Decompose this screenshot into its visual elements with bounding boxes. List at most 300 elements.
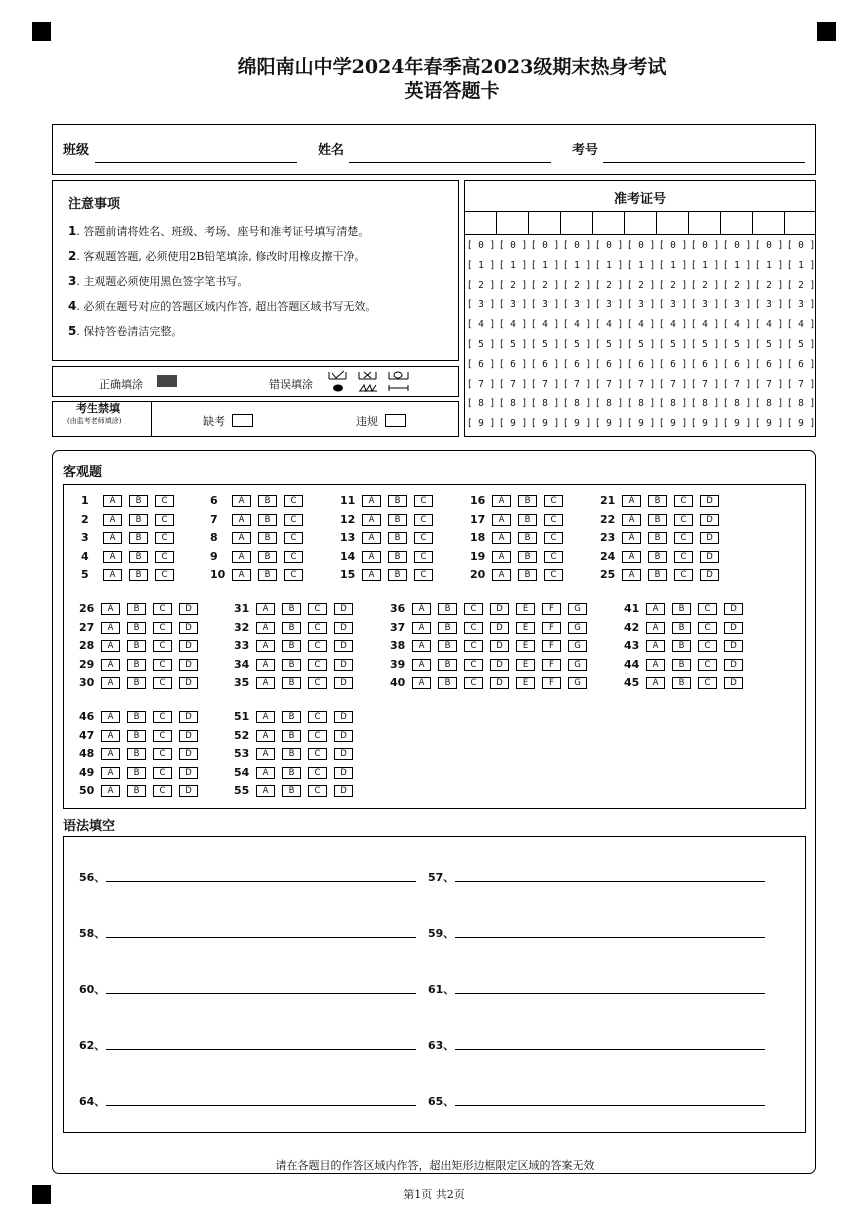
admission-digit-bubble[interactable]: [ 6 ] <box>754 358 784 370</box>
option-bubble[interactable]: D <box>334 640 353 652</box>
option-bubble[interactable]: A <box>101 711 120 723</box>
admission-digit-bubble[interactable]: [ 5 ] <box>754 339 784 350</box>
admission-digit-bubble[interactable]: [ 7 ] <box>658 378 688 390</box>
admission-write-cell[interactable] <box>497 212 529 234</box>
admission-digit-bubble[interactable]: [ 1 ] <box>722 259 752 271</box>
option-bubble[interactable]: C <box>308 659 327 671</box>
option-bubble[interactable]: B <box>127 640 146 652</box>
admission-digit-bubble[interactable]: [ 8 ] <box>626 398 656 410</box>
option-bubble[interactable]: C <box>464 659 483 671</box>
option-bubble[interactable]: F <box>542 659 561 671</box>
admission-digit-bubble[interactable]: [ 5 ] <box>530 339 560 350</box>
admission-digit-bubble[interactable]: [ 1 ] <box>690 259 720 271</box>
option-bubble[interactable]: A <box>622 514 641 526</box>
option-bubble[interactable]: B <box>127 603 146 615</box>
admission-digit-bubble[interactable]: [ 7 ] <box>754 378 784 390</box>
option-bubble[interactable]: A <box>412 659 431 671</box>
option-bubble[interactable]: B <box>129 532 148 544</box>
option-bubble[interactable]: B <box>388 495 407 507</box>
option-bubble[interactable]: B <box>282 603 301 615</box>
option-bubble[interactable]: B <box>388 532 407 544</box>
option-bubble[interactable]: C <box>153 730 172 742</box>
option-bubble[interactable]: C <box>308 711 327 723</box>
admission-digit-bubble[interactable]: [ 9 ] <box>466 418 496 430</box>
class-field[interactable] <box>95 162 297 163</box>
option-bubble[interactable]: B <box>129 514 148 526</box>
admission-write-cell[interactable] <box>529 212 561 234</box>
option-bubble[interactable]: B <box>648 514 667 526</box>
option-bubble[interactable]: B <box>282 767 301 779</box>
option-bubble[interactable]: A <box>103 551 122 563</box>
admission-digit-bubble[interactable]: [ 3 ] <box>786 299 816 311</box>
option-bubble[interactable]: C <box>674 569 693 581</box>
grammar-answer-line[interactable] <box>106 937 416 938</box>
option-bubble[interactable]: C <box>308 603 327 615</box>
option-bubble[interactable]: C <box>153 785 172 797</box>
admission-digit-bubble[interactable]: [ 7 ] <box>626 378 656 390</box>
option-bubble[interactable]: A <box>101 640 120 652</box>
option-bubble[interactable]: C <box>698 659 717 671</box>
option-bubble[interactable]: C <box>155 569 174 581</box>
admission-digit-bubble[interactable]: [ 6 ] <box>562 358 592 370</box>
option-bubble[interactable]: A <box>256 730 275 742</box>
option-bubble[interactable]: C <box>308 767 327 779</box>
option-bubble[interactable]: B <box>282 659 301 671</box>
admission-digit-bubble[interactable]: [ 5 ] <box>658 339 688 350</box>
admission-digit-bubble[interactable]: [ 0 ] <box>530 240 560 251</box>
admission-digit-bubble[interactable]: [ 3 ] <box>562 299 592 311</box>
admission-digit-bubble[interactable]: [ 6 ] <box>498 358 528 370</box>
admission-write-cell[interactable] <box>561 212 593 234</box>
admission-digit-bubble[interactable]: [ 7 ] <box>530 378 560 390</box>
grammar-answer-line[interactable] <box>106 881 416 882</box>
option-bubble[interactable]: D <box>490 677 509 689</box>
option-bubble[interactable]: C <box>544 495 563 507</box>
admission-digit-bubble[interactable]: [ 5 ] <box>690 339 720 350</box>
option-bubble[interactable]: G <box>568 659 587 671</box>
option-bubble[interactable]: B <box>282 622 301 634</box>
option-bubble[interactable]: B <box>672 677 691 689</box>
option-bubble[interactable]: B <box>282 677 301 689</box>
admission-digit-bubble[interactable]: [ 7 ] <box>722 378 752 390</box>
admission-digit-bubble[interactable]: [ 2 ] <box>530 279 560 291</box>
option-bubble[interactable]: C <box>698 640 717 652</box>
admission-digit-bubble[interactable]: [ 0 ] <box>658 240 688 251</box>
option-bubble[interactable]: C <box>464 603 483 615</box>
option-bubble[interactable]: B <box>127 785 146 797</box>
admission-write-cell[interactable] <box>689 212 721 234</box>
option-bubble[interactable]: A <box>256 659 275 671</box>
option-bubble[interactable]: A <box>492 495 511 507</box>
option-bubble[interactable]: E <box>516 659 535 671</box>
option-bubble[interactable]: C <box>414 532 433 544</box>
option-bubble[interactable]: D <box>179 767 198 779</box>
admission-digit-bubble[interactable]: [ 1 ] <box>626 259 656 271</box>
option-bubble[interactable]: B <box>127 677 146 689</box>
option-bubble[interactable]: A <box>256 622 275 634</box>
option-bubble[interactable]: B <box>648 532 667 544</box>
option-bubble[interactable]: B <box>672 622 691 634</box>
option-bubble[interactable]: B <box>518 495 537 507</box>
admission-digit-bubble[interactable]: [ 4 ] <box>754 319 784 331</box>
option-bubble[interactable]: B <box>282 640 301 652</box>
option-bubble[interactable]: A <box>256 640 275 652</box>
admission-digit-bubble[interactable]: [ 2 ] <box>562 279 592 291</box>
admission-digit-bubble[interactable]: [ 4 ] <box>466 319 496 331</box>
option-bubble[interactable]: B <box>518 514 537 526</box>
option-bubble[interactable]: A <box>646 659 665 671</box>
admission-write-cell[interactable] <box>465 212 497 234</box>
admission-digit-bubble[interactable]: [ 5 ] <box>786 339 816 350</box>
option-bubble[interactable]: A <box>492 569 511 581</box>
option-bubble[interactable]: D <box>334 730 353 742</box>
option-bubble[interactable]: C <box>284 551 303 563</box>
option-bubble[interactable]: B <box>438 622 457 634</box>
admission-digit-bubble[interactable]: [ 9 ] <box>722 418 752 430</box>
admission-digit-bubble[interactable]: [ 4 ] <box>530 319 560 331</box>
option-bubble[interactable]: B <box>388 551 407 563</box>
option-bubble[interactable]: A <box>646 622 665 634</box>
admission-digit-bubble[interactable]: [ 7 ] <box>562 378 592 390</box>
admission-digit-bubble[interactable]: [ 8 ] <box>562 398 592 410</box>
option-bubble[interactable]: C <box>308 640 327 652</box>
admission-digit-bubble[interactable]: [ 2 ] <box>498 279 528 291</box>
option-bubble[interactable]: G <box>568 677 587 689</box>
option-bubble[interactable]: A <box>622 569 641 581</box>
admission-digit-bubble[interactable]: [ 5 ] <box>722 339 752 350</box>
option-bubble[interactable]: D <box>490 603 509 615</box>
option-bubble[interactable]: D <box>179 622 198 634</box>
admission-digit-bubble[interactable]: [ 7 ] <box>594 378 624 390</box>
option-bubble[interactable]: B <box>282 748 301 760</box>
option-bubble[interactable]: F <box>542 677 561 689</box>
option-bubble[interactable]: B <box>127 659 146 671</box>
option-bubble[interactable]: D <box>179 748 198 760</box>
admission-digit-bubble[interactable]: [ 9 ] <box>690 418 720 430</box>
option-bubble[interactable]: G <box>568 603 587 615</box>
option-bubble[interactable]: D <box>700 532 719 544</box>
option-bubble[interactable]: B <box>258 514 277 526</box>
admission-digit-bubble[interactable]: [ 5 ] <box>562 339 592 350</box>
admission-digit-bubble[interactable]: [ 0 ] <box>498 240 528 251</box>
option-bubble[interactable]: G <box>568 622 587 634</box>
option-bubble[interactable]: E <box>516 603 535 615</box>
option-bubble[interactable]: B <box>127 767 146 779</box>
admission-digit-bubble[interactable]: [ 9 ] <box>530 418 560 430</box>
option-bubble[interactable]: C <box>153 659 172 671</box>
option-bubble[interactable]: D <box>334 785 353 797</box>
option-bubble[interactable]: A <box>101 677 120 689</box>
grammar-answer-line[interactable] <box>455 937 765 938</box>
option-bubble[interactable]: B <box>127 711 146 723</box>
option-bubble[interactable]: D <box>179 677 198 689</box>
admission-write-cell[interactable] <box>753 212 785 234</box>
option-bubble[interactable]: D <box>334 711 353 723</box>
option-bubble[interactable]: B <box>438 640 457 652</box>
option-bubble[interactable]: A <box>101 659 120 671</box>
option-bubble[interactable]: A <box>103 514 122 526</box>
option-bubble[interactable]: C <box>464 640 483 652</box>
admission-digit-bubble[interactable]: [ 4 ] <box>594 319 624 331</box>
option-bubble[interactable]: F <box>542 603 561 615</box>
option-bubble[interactable]: C <box>464 677 483 689</box>
option-bubble[interactable]: C <box>698 677 717 689</box>
option-bubble[interactable]: A <box>362 532 381 544</box>
option-bubble[interactable]: B <box>258 532 277 544</box>
admission-digit-bubble[interactable]: [ 5 ] <box>626 339 656 350</box>
option-bubble[interactable]: A <box>622 532 641 544</box>
admission-digit-bubble[interactable]: [ 6 ] <box>626 358 656 370</box>
option-bubble[interactable]: C <box>414 495 433 507</box>
option-bubble[interactable]: D <box>700 551 719 563</box>
option-bubble[interactable]: D <box>724 603 743 615</box>
option-bubble[interactable]: B <box>129 551 148 563</box>
admission-digit-bubble[interactable]: [ 8 ] <box>786 398 816 410</box>
admission-digit-bubble[interactable]: [ 9 ] <box>498 418 528 430</box>
option-bubble[interactable]: A <box>492 532 511 544</box>
option-bubble[interactable]: B <box>388 514 407 526</box>
admission-digit-bubble[interactable]: [ 3 ] <box>690 299 720 311</box>
admission-digit-bubble[interactable]: [ 2 ] <box>594 279 624 291</box>
admission-digit-bubble[interactable]: [ 8 ] <box>754 398 784 410</box>
admission-digit-bubble[interactable]: [ 0 ] <box>786 240 816 251</box>
option-bubble[interactable]: A <box>101 767 120 779</box>
option-bubble[interactable]: D <box>724 640 743 652</box>
option-bubble[interactable]: D <box>724 622 743 634</box>
admission-digit-bubble[interactable]: [ 9 ] <box>754 418 784 430</box>
option-bubble[interactable]: A <box>256 785 275 797</box>
option-bubble[interactable]: B <box>648 495 667 507</box>
option-bubble[interactable]: C <box>153 640 172 652</box>
admission-digit-bubble[interactable]: [ 0 ] <box>594 240 624 251</box>
admission-digit-bubble[interactable]: [ 0 ] <box>690 240 720 251</box>
option-bubble[interactable]: D <box>334 603 353 615</box>
option-bubble[interactable]: B <box>438 677 457 689</box>
option-bubble[interactable]: D <box>700 569 719 581</box>
grammar-answer-line[interactable] <box>106 993 416 994</box>
option-bubble[interactable]: A <box>622 551 641 563</box>
option-bubble[interactable]: D <box>490 659 509 671</box>
option-bubble[interactable]: C <box>308 748 327 760</box>
option-bubble[interactable]: C <box>544 514 563 526</box>
admission-digit-bubble[interactable]: [ 0 ] <box>626 240 656 251</box>
option-bubble[interactable]: A <box>256 748 275 760</box>
option-bubble[interactable]: A <box>412 640 431 652</box>
option-bubble[interactable]: A <box>412 603 431 615</box>
admission-digit-bubble[interactable]: [ 1 ] <box>658 259 688 271</box>
option-bubble[interactable]: B <box>672 603 691 615</box>
admission-digit-bubble[interactable]: [ 8 ] <box>594 398 624 410</box>
option-bubble[interactable]: B <box>129 569 148 581</box>
admission-digit-bubble[interactable]: [ 7 ] <box>466 378 496 390</box>
option-bubble[interactable]: D <box>179 711 198 723</box>
option-bubble[interactable]: C <box>464 622 483 634</box>
admission-digit-bubble[interactable]: [ 3 ] <box>626 299 656 311</box>
option-bubble[interactable]: C <box>674 495 693 507</box>
option-bubble[interactable]: C <box>544 532 563 544</box>
admission-write-cell[interactable] <box>657 212 689 234</box>
option-bubble[interactable]: C <box>308 622 327 634</box>
option-bubble[interactable]: C <box>284 569 303 581</box>
admission-digit-bubble[interactable]: [ 1 ] <box>466 259 496 271</box>
option-bubble[interactable]: B <box>672 659 691 671</box>
option-bubble[interactable]: B <box>258 569 277 581</box>
option-bubble[interactable]: D <box>179 603 198 615</box>
admission-digit-bubble[interactable]: [ 2 ] <box>754 279 784 291</box>
option-bubble[interactable]: A <box>101 785 120 797</box>
option-bubble[interactable]: C <box>544 569 563 581</box>
option-bubble[interactable]: B <box>388 569 407 581</box>
option-bubble[interactable]: C <box>155 551 174 563</box>
admission-write-cell[interactable] <box>593 212 625 234</box>
option-bubble[interactable]: C <box>155 495 174 507</box>
grammar-answer-line[interactable] <box>455 1049 765 1050</box>
option-bubble[interactable]: B <box>258 495 277 507</box>
option-bubble[interactable]: F <box>542 622 561 634</box>
admission-digit-bubble[interactable]: [ 2 ] <box>626 279 656 291</box>
admission-digit-bubble[interactable]: [ 4 ] <box>786 319 816 331</box>
option-bubble[interactable]: A <box>232 514 251 526</box>
option-bubble[interactable]: C <box>153 677 172 689</box>
option-bubble[interactable]: B <box>518 569 537 581</box>
admission-digit-bubble[interactable]: [ 4 ] <box>626 319 656 331</box>
absent-checkbox[interactable] <box>232 414 253 427</box>
admission-write-cell[interactable] <box>785 212 817 234</box>
option-bubble[interactable]: A <box>103 569 122 581</box>
option-bubble[interactable]: B <box>672 640 691 652</box>
option-bubble[interactable]: A <box>101 730 120 742</box>
exam-no-field[interactable] <box>603 162 805 163</box>
option-bubble[interactable]: B <box>438 603 457 615</box>
option-bubble[interactable]: A <box>646 603 665 615</box>
option-bubble[interactable]: A <box>362 495 381 507</box>
admission-digit-bubble[interactable]: [ 7 ] <box>498 378 528 390</box>
option-bubble[interactable]: B <box>648 569 667 581</box>
admission-digit-bubble[interactable]: [ 3 ] <box>466 299 496 311</box>
option-bubble[interactable]: D <box>334 659 353 671</box>
admission-digit-bubble[interactable]: [ 1 ] <box>594 259 624 271</box>
option-bubble[interactable]: A <box>362 569 381 581</box>
option-bubble[interactable]: A <box>232 495 251 507</box>
option-bubble[interactable]: A <box>103 495 122 507</box>
option-bubble[interactable]: C <box>674 514 693 526</box>
option-bubble[interactable]: D <box>334 622 353 634</box>
option-bubble[interactable]: D <box>334 677 353 689</box>
admission-digit-bubble[interactable]: [ 9 ] <box>594 418 624 430</box>
admission-digit-bubble[interactable]: [ 6 ] <box>690 358 720 370</box>
option-bubble[interactable]: A <box>412 677 431 689</box>
admission-digit-bubble[interactable]: [ 8 ] <box>498 398 528 410</box>
option-bubble[interactable]: E <box>516 640 535 652</box>
admission-digit-bubble[interactable]: [ 6 ] <box>786 358 816 370</box>
option-bubble[interactable]: C <box>153 711 172 723</box>
admission-digit-bubble[interactable]: [ 6 ] <box>658 358 688 370</box>
grammar-answer-line[interactable] <box>106 1105 416 1106</box>
option-bubble[interactable]: D <box>179 640 198 652</box>
option-bubble[interactable]: C <box>414 551 433 563</box>
option-bubble[interactable]: B <box>518 551 537 563</box>
violation-checkbox[interactable] <box>385 414 406 427</box>
option-bubble[interactable]: A <box>103 532 122 544</box>
admission-digit-bubble[interactable]: [ 2 ] <box>690 279 720 291</box>
admission-digit-bubble[interactable]: [ 0 ] <box>722 240 752 251</box>
option-bubble[interactable]: C <box>284 532 303 544</box>
option-bubble[interactable]: C <box>414 569 433 581</box>
option-bubble[interactable]: D <box>490 622 509 634</box>
grammar-answer-line[interactable] <box>455 993 765 994</box>
option-bubble[interactable]: A <box>256 677 275 689</box>
option-bubble[interactable]: C <box>674 532 693 544</box>
admission-digit-bubble[interactable]: [ 8 ] <box>466 398 496 410</box>
admission-digit-bubble[interactable]: [ 3 ] <box>722 299 752 311</box>
admission-digit-bubble[interactable]: [ 3 ] <box>658 299 688 311</box>
option-bubble[interactable]: G <box>568 640 587 652</box>
option-bubble[interactable]: C <box>698 603 717 615</box>
admission-digit-bubble[interactable]: [ 1 ] <box>754 259 784 271</box>
admission-digit-bubble[interactable]: [ 8 ] <box>658 398 688 410</box>
admission-write-cell[interactable] <box>625 212 657 234</box>
option-bubble[interactable]: A <box>256 767 275 779</box>
option-bubble[interactable]: C <box>284 514 303 526</box>
admission-digit-bubble[interactable]: [ 9 ] <box>626 418 656 430</box>
option-bubble[interactable]: C <box>698 622 717 634</box>
grammar-answer-line[interactable] <box>106 1049 416 1050</box>
admission-digit-bubble[interactable]: [ 9 ] <box>658 418 688 430</box>
admission-digit-bubble[interactable]: [ 3 ] <box>530 299 560 311</box>
option-bubble[interactable]: A <box>101 748 120 760</box>
option-bubble[interactable]: B <box>127 730 146 742</box>
option-bubble[interactable]: B <box>648 551 667 563</box>
admission-digit-bubble[interactable]: [ 2 ] <box>658 279 688 291</box>
option-bubble[interactable]: A <box>646 640 665 652</box>
admission-digit-bubble[interactable]: [ 0 ] <box>754 240 784 251</box>
admission-digit-bubble[interactable]: [ 0 ] <box>562 240 592 251</box>
option-bubble[interactable]: C <box>155 532 174 544</box>
admission-write-cell[interactable] <box>721 212 753 234</box>
grammar-answer-line[interactable] <box>455 881 765 882</box>
grammar-answer-line[interactable] <box>455 1105 765 1106</box>
admission-digit-bubble[interactable]: [ 1 ] <box>786 259 816 271</box>
option-bubble[interactable]: E <box>516 622 535 634</box>
option-bubble[interactable]: C <box>153 748 172 760</box>
option-bubble[interactable]: B <box>282 711 301 723</box>
admission-digit-bubble[interactable]: [ 7 ] <box>786 378 816 390</box>
option-bubble[interactable]: A <box>256 711 275 723</box>
option-bubble[interactable]: D <box>179 785 198 797</box>
admission-digit-bubble[interactable]: [ 9 ] <box>562 418 592 430</box>
option-bubble[interactable]: B <box>438 659 457 671</box>
admission-digit-bubble[interactable]: [ 8 ] <box>690 398 720 410</box>
option-bubble[interactable]: A <box>232 569 251 581</box>
option-bubble[interactable]: D <box>700 514 719 526</box>
option-bubble[interactable]: A <box>362 551 381 563</box>
admission-digit-bubble[interactable]: [ 8 ] <box>530 398 560 410</box>
option-bubble[interactable]: A <box>492 551 511 563</box>
option-bubble[interactable]: D <box>179 730 198 742</box>
option-bubble[interactable]: D <box>724 677 743 689</box>
admission-digit-bubble[interactable]: [ 6 ] <box>722 358 752 370</box>
option-bubble[interactable]: D <box>334 767 353 779</box>
admission-digit-bubble[interactable]: [ 5 ] <box>466 339 496 350</box>
admission-digit-bubble[interactable]: [ 6 ] <box>530 358 560 370</box>
option-bubble[interactable]: D <box>724 659 743 671</box>
option-bubble[interactable]: B <box>282 785 301 797</box>
option-bubble[interactable]: B <box>127 622 146 634</box>
option-bubble[interactable]: D <box>490 640 509 652</box>
admission-digit-bubble[interactable]: [ 3 ] <box>594 299 624 311</box>
option-bubble[interactable]: A <box>232 551 251 563</box>
option-bubble[interactable]: C <box>414 514 433 526</box>
